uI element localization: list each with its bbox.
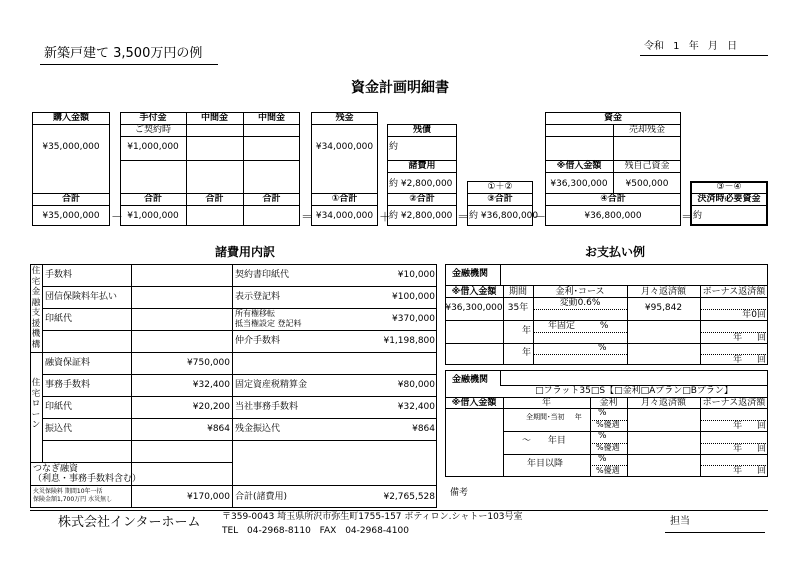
- side-label-jhf: 住宅金融支援機構: [31, 266, 41, 350]
- period-after: 年目以降: [527, 459, 564, 469]
- monthly-payment-label: 月々返済額: [640, 287, 686, 297]
- remarks-label: 備考: [450, 488, 469, 498]
- fee-row-label: 契約書印紙代: [235, 270, 290, 280]
- fee-row-value: ¥750,000: [187, 358, 230, 368]
- plus-operator: ＋: [379, 210, 392, 224]
- fee-row-label: 融資保証料: [45, 358, 91, 368]
- fee-row-value: ¥80,000: [397, 380, 435, 390]
- purchase-header: 購入金額: [52, 113, 89, 123]
- rate-percent: %: [598, 343, 607, 353]
- fee-row-label: 所有権移転: [235, 309, 275, 318]
- institution-label: 金融機関: [452, 269, 489, 279]
- fee-row-value: ¥370,000: [392, 314, 435, 324]
- deposit-total-label: 合計: [143, 194, 162, 204]
- fee-row-label: 印紙代: [45, 314, 73, 324]
- total1-label: ①合計: [331, 194, 358, 204]
- debt-header: 残債: [412, 125, 431, 135]
- rate-percent: %: [598, 454, 607, 464]
- fees-total-label: 合計(諸費用): [235, 492, 288, 502]
- bonus-payment-label: ボーナス返済額: [702, 398, 766, 408]
- loan-amount-value: ¥36,300,000: [445, 303, 503, 313]
- purchase-total-label: 合計: [61, 194, 80, 204]
- page-title: 資金計画明細書: [351, 80, 449, 96]
- fee-row-label: 固定資産税精算金: [235, 380, 308, 390]
- rate-percent: %: [598, 408, 607, 418]
- rate-percent: %: [598, 431, 607, 441]
- minus34-label: ③－④: [716, 182, 742, 192]
- period-year: 年: [521, 348, 531, 358]
- fire-insurance-label: 火災保険料 期間10年一括: [33, 488, 103, 495]
- fee-row-value: ¥32,400: [397, 402, 435, 412]
- institution-label: 金融機関: [452, 375, 489, 385]
- payment-title: お支払い例: [584, 245, 645, 259]
- sale-balance-label: 売却残金: [628, 125, 665, 135]
- debt-approx: 約: [389, 142, 399, 152]
- fee-row-value: ¥1,198,800: [383, 336, 435, 346]
- fees-title: 諸費用内訳: [214, 245, 275, 259]
- fee-row-label: 団信保険料年払い: [45, 292, 118, 302]
- fee-row-label: 仲介手数料: [235, 336, 281, 346]
- side-label-home-loan: 住宅ローン: [31, 378, 41, 430]
- purchase-total-value: ¥35,000,000: [42, 211, 100, 221]
- interim2-total-label: 合計: [262, 194, 281, 204]
- bonus-payment-label: ボーナス返済額: [702, 287, 766, 297]
- total1-value: ¥34,000,000: [315, 211, 374, 221]
- bridge-loan-label: つなぎ融資: [33, 464, 79, 474]
- fee-row-label: 表示登記料: [235, 292, 281, 302]
- total2-value: 約 ¥2,800,000: [389, 211, 453, 221]
- staff-label: 担当: [670, 516, 690, 527]
- bridge-loan-note: （利息・事務手数料含む）: [33, 474, 142, 484]
- fee-row-label: 残金振込代: [235, 424, 281, 434]
- fee-row-label: 当社事務手数料: [235, 402, 299, 412]
- total4-value: ¥36,800,000: [584, 211, 642, 221]
- rate-label: 金利: [599, 398, 618, 408]
- year-label: 年: [541, 398, 551, 408]
- fee-row-label: 印紙代: [45, 402, 73, 412]
- balance-amount: ¥34,000,000: [315, 142, 374, 152]
- period-all-term: 全期間･当初 年: [526, 413, 582, 421]
- minus-operator-2: －: [534, 210, 547, 224]
- monthly-payment-label: 月々返済額: [640, 398, 686, 408]
- variable-rate: 変動0.6%: [559, 298, 601, 308]
- balance-column: [311, 112, 378, 226]
- period-label: 期間: [508, 287, 527, 297]
- total3-label: ③合計: [487, 194, 513, 204]
- preferential-rate: %優遇: [596, 466, 620, 475]
- fee-row-label: 事務手数料: [45, 380, 91, 390]
- fee-row-value: ¥864: [412, 424, 435, 434]
- fees-header: 諸費用: [408, 161, 436, 171]
- fee-row-value: ¥100,000: [392, 292, 435, 302]
- purchase-amount: ¥35,000,000: [42, 142, 100, 152]
- self-funds-value: ¥500,000: [625, 179, 669, 189]
- plus12-label: ①＋②: [487, 182, 513, 192]
- fee-row-value: ¥10,000: [397, 270, 435, 280]
- equals-operator-1: ＝: [301, 210, 314, 224]
- fees-total-value: ¥2,765,528: [383, 492, 435, 502]
- bonus-times: 年0回: [742, 310, 766, 320]
- loan-amount-header: ※借入金額: [556, 161, 602, 171]
- preferential-rate: %優遇: [596, 443, 620, 452]
- preferential-rate: %優遇: [596, 420, 620, 429]
- period-year: 年: [521, 326, 531, 336]
- date-field: 令和 1 年 月 日: [644, 41, 738, 52]
- fee-row-value: ¥20,200: [192, 402, 230, 412]
- period-middle: ～ 年目: [522, 436, 566, 446]
- interim1-total-label: 合計: [205, 194, 224, 204]
- interim2-header: 中間金: [257, 113, 285, 123]
- total2-label: ②合計: [409, 194, 435, 204]
- bonus-times: 年 回: [733, 421, 766, 431]
- self-funds-header: 残自己資金: [624, 161, 670, 171]
- balance-header: 残金: [335, 113, 354, 123]
- on-contract-label: ご契約時: [134, 125, 171, 135]
- loan-amount-value: ¥36,300,000: [550, 179, 608, 189]
- settlement-value: 約: [693, 211, 703, 221]
- company-address: 〒359-0043 埼玉県所沢市弥生町1755-157 ボティロン.シャトー103号室: [222, 512, 523, 522]
- deposit-header: 手付金: [139, 113, 167, 123]
- bonus-times: 年 回: [733, 333, 766, 343]
- funds-header: 資金: [603, 113, 622, 123]
- loan-amount-label: ※借入金額: [451, 287, 497, 297]
- company-phone: TEL 04-2968-8110 FAX 04-2968-4100: [222, 526, 409, 536]
- rate-course-label: 金利･コース: [555, 287, 605, 297]
- equals-operator-2: ＝: [457, 210, 470, 224]
- loan-period-value: 35年: [507, 303, 529, 313]
- interim1-header: 中間金: [200, 113, 228, 123]
- purchase-column: [32, 112, 110, 226]
- loan-amount-label: ※借入金額: [451, 398, 497, 408]
- company-name: 株式会社インターホーム: [58, 515, 201, 530]
- bonus-times: 年 回: [733, 444, 766, 454]
- bonus-times: 年 回: [733, 466, 766, 476]
- fire-insurance-note: 保険金額1,700万円 水災無し: [33, 496, 113, 503]
- fee-row-label: 振込代: [45, 424, 73, 434]
- total4-label: ④合計: [600, 194, 626, 204]
- deposit-total-value: ¥1,000,000: [127, 211, 179, 221]
- fee-row-value: ¥864: [207, 424, 230, 434]
- bonus-times: 年 回: [733, 355, 766, 365]
- fees-amount: 約 ¥2,800,000: [389, 179, 453, 189]
- fee-row-label-2: 抵当権設定 登記料: [235, 319, 302, 328]
- equals-operator-3: ＝: [681, 210, 694, 224]
- monthly-payment-value: ¥95,842: [644, 303, 683, 313]
- minus-operator-1: －: [111, 210, 124, 224]
- fire-insurance-value: ¥170,000: [187, 492, 230, 502]
- settlement-header: 決済時必要資金: [697, 194, 761, 204]
- fee-row-value: ¥32,400: [192, 380, 230, 390]
- total3-value: 約 ¥36,800,000: [469, 211, 539, 221]
- deposit-amount: ¥1,000,000: [127, 142, 179, 152]
- fee-row-label: 手数料: [45, 270, 73, 280]
- fixed-rate: 年固定 %: [548, 321, 609, 331]
- flat35-options: □フラット35□S【□金利□Aプラン□Bプラン】: [535, 386, 733, 396]
- document-subtitle: 新築戸建て 3,500万円の例: [44, 46, 203, 61]
